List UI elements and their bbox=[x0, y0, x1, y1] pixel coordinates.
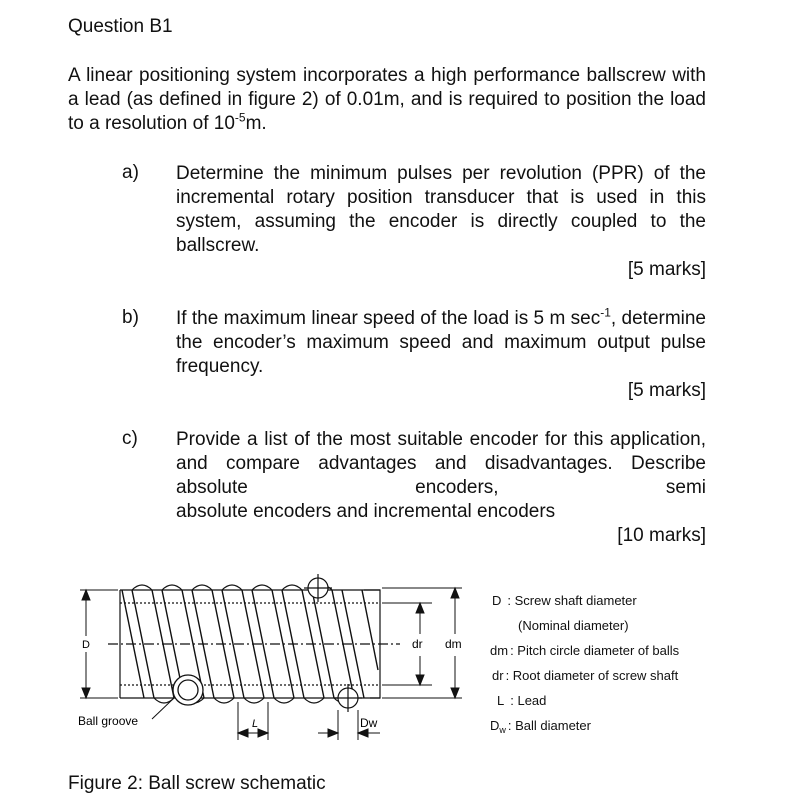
question-c-marks: [10 marks] bbox=[617, 525, 706, 546]
label-dr: dr bbox=[412, 637, 423, 651]
legend-text-Dw: : Ball diameter bbox=[507, 718, 591, 733]
legend-row-Dw bbox=[490, 718, 592, 735]
question-a-text: Determine the minimum pulses per revolution (PPR) of the incremental rotary position transducer that is used in this system, assuming the encoder is directly coupled to the ballscrew. bbox=[176, 163, 706, 256]
legend-code-D: D bbox=[492, 593, 502, 608]
figure-legend bbox=[490, 593, 680, 735]
legend-row-dr bbox=[492, 668, 679, 683]
label-Dw: Dw bbox=[360, 716, 378, 730]
question-c-text-1: Provide a list of the most suitable encoder for this application, and compare advantages and disadvantages. Describe absolute encoders, semi bbox=[176, 429, 706, 498]
intro-exponent: -5 bbox=[234, 110, 246, 125]
label-dm: dm bbox=[445, 637, 462, 651]
question-b-label: b) bbox=[122, 307, 139, 328]
ball-groove-leader bbox=[152, 698, 174, 719]
legend-row-D bbox=[492, 593, 637, 608]
intro-unit: m. bbox=[245, 113, 267, 134]
ball-groove-circle bbox=[173, 675, 203, 705]
legend-text-nominal: (Nominal diameter) bbox=[518, 618, 629, 633]
legend-code-Dw: D bbox=[490, 718, 500, 733]
intro-text: A linear positioning system incorporates a high performance ballscrew with a lead (as defined in figure 2) of 0.01m, and is required to position the load to a resolution of 10 bbox=[68, 65, 706, 134]
question-b-text-pre: If the maximum linear speed of the load is 5 m sec bbox=[176, 308, 601, 329]
legend-text-dm: : Pitch circle diameter of balls bbox=[510, 643, 680, 658]
question-a-label: a) bbox=[122, 162, 139, 183]
legend-row-dm bbox=[490, 643, 680, 658]
thread-flanks bbox=[122, 590, 378, 698]
question-b-marks: [5 marks] bbox=[627, 380, 706, 401]
intro-paragraph bbox=[68, 64, 706, 136]
legend-row-nominal bbox=[518, 618, 629, 633]
legend-sub-Dw: w bbox=[499, 725, 506, 735]
legend-text-dr: : Root diameter of screw shaft bbox=[505, 668, 679, 683]
question-c-label: c) bbox=[122, 428, 138, 449]
figure-caption: Figure 2: Ball screw schematic bbox=[68, 773, 326, 794]
label-L: L bbox=[252, 718, 259, 730]
question-title: Question B1 bbox=[68, 16, 173, 37]
question-b-text bbox=[176, 307, 706, 379]
screw-drawing bbox=[108, 585, 400, 703]
question-a-marks: [5 marks] bbox=[627, 259, 706, 280]
ballscrew-figure bbox=[60, 570, 720, 750]
legend-text-D: : Screw shaft diameter bbox=[507, 593, 637, 608]
question-b-exponent: -1 bbox=[600, 305, 611, 320]
ball-bottom bbox=[334, 684, 362, 712]
legend-code-dm: dm bbox=[490, 643, 509, 658]
dimension-dr bbox=[382, 603, 432, 685]
legend-row-L bbox=[497, 693, 546, 708]
legend-text-L: : Lead bbox=[510, 693, 547, 708]
label-D: D bbox=[82, 639, 90, 651]
ball-top bbox=[304, 574, 332, 602]
legend-code-L: L bbox=[497, 693, 505, 708]
question-b-text-post: , determine the encoder’s maximum speed and maximum output pulse frequency. bbox=[176, 308, 707, 377]
label-ball-groove: Ball groove bbox=[78, 714, 139, 728]
question-c-text-2: absolute encoders and incremental encoders bbox=[176, 501, 556, 522]
legend-code-dr: dr bbox=[492, 668, 504, 683]
